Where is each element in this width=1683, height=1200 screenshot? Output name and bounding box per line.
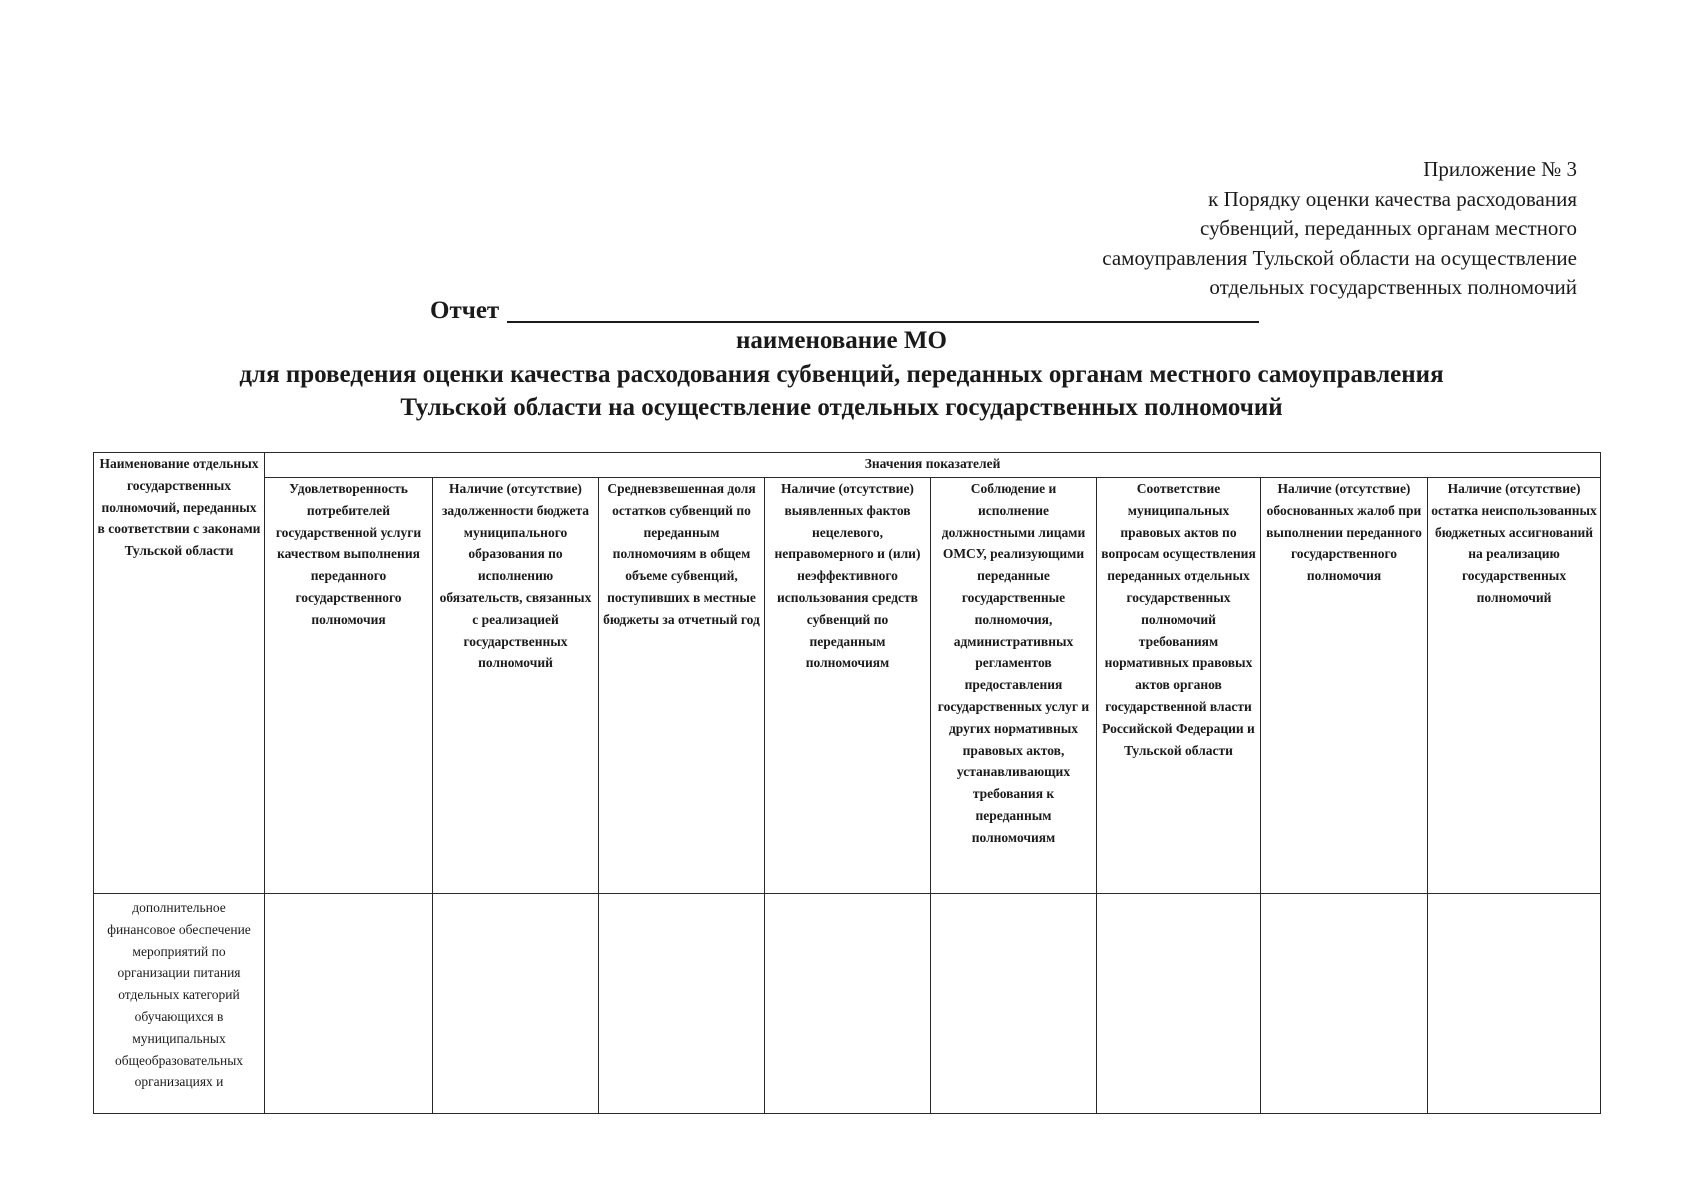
indicator-value-cell — [1428, 894, 1601, 1114]
report-word: Отчет — [430, 297, 500, 324]
authority-name-header-text: Наименование отдельных государственных полномочий, переданных в соответствии с законами Тульской области — [97, 456, 261, 559]
indicator-header: Наличие (отсутствие) остатка неиспользованных бюджетных ассигнований на реализацию государственных полномочий — [1428, 478, 1601, 894]
indicator-header: Наличие (отсутствие) задолженности бюджета муниципального образования по исполнению обязательств, связанных с реализацией государственных полномочий — [433, 478, 599, 894]
indicator-value-cell — [1261, 894, 1428, 1114]
table-row — [94, 894, 1601, 1114]
indicator-value-cell — [265, 894, 433, 1114]
indicator-value-cell — [931, 894, 1097, 1114]
document-title-line: Тульской области на осуществление отдельных государственных полномочий — [400, 394, 1283, 421]
indicator-value-cell — [1097, 894, 1261, 1114]
document-title-line: для проведения оценки качества расходования субвенций, переданных органам местного самоуправления — [239, 361, 1444, 388]
appendix-line: самоуправления Тульской области на осуществление — [1102, 245, 1577, 270]
indicator-header: Наличие (отсутствие) обоснованных жалоб при выполнении переданного государственного полномочия — [1261, 478, 1428, 894]
authority-name-header — [94, 453, 265, 894]
indicator-header: Соблюдение и исполнение должностными лицами ОМСУ, реализующими переданные государственные полномочия, административных регламентов предоставления государственных услуг и других нормативных правовых актов, устанавливающих требования к переданным полномочиям — [931, 478, 1097, 894]
indicator-header: Средневзвешенная доля остатков субвенций по переданным полномочиям в общем объеме субвенций, поступивших в местные бюджеты за отчетный год — [599, 478, 765, 894]
indicator-values-group-header: Значения показателей — [265, 453, 1601, 478]
indicator-header: Наличие (отсутствие) выявленных фактов нецелевого, неправомерного и (или) неэффективного использования средств субвенций по переданным полномочиям — [765, 478, 931, 894]
mo-name-caption: наименование МО — [736, 327, 947, 354]
document-title — [0, 358, 1683, 424]
appendix-line: Приложение № 3 — [1423, 157, 1577, 181]
indicators-table — [93, 452, 1601, 1114]
appendix-line: субвенций, переданных органам местного — [1200, 216, 1577, 240]
indicator-header: Удовлетворенность потребителей государственной услуги качеством выполнения переданного государственного полномочия — [265, 478, 433, 894]
appendix-line: отдельных государственных полномочий — [1209, 275, 1577, 299]
mo-name-blank-line — [507, 321, 1259, 323]
indicator-value-cell — [433, 894, 599, 1114]
indicator-value-cell — [765, 894, 931, 1114]
authority-name-cell: дополнительное финансовое обеспечение мероприятий по организации питания отдельных категорий обучающихся в муниципальных общеобразовательных организациях и — [94, 894, 265, 1114]
report-heading — [430, 292, 1259, 326]
indicator-header: Соответствие муниципальных правовых актов по вопросам осуществления переданных отдельных государственных полномочий требованиям нормативных правовых актов органов государственной власти Российской Федерации и Тульской области — [1097, 478, 1261, 894]
appendix-line: к Порядку оценки качества расходования — [1208, 186, 1577, 211]
indicator-value-cell — [599, 894, 765, 1114]
appendix-block — [937, 155, 1577, 303]
